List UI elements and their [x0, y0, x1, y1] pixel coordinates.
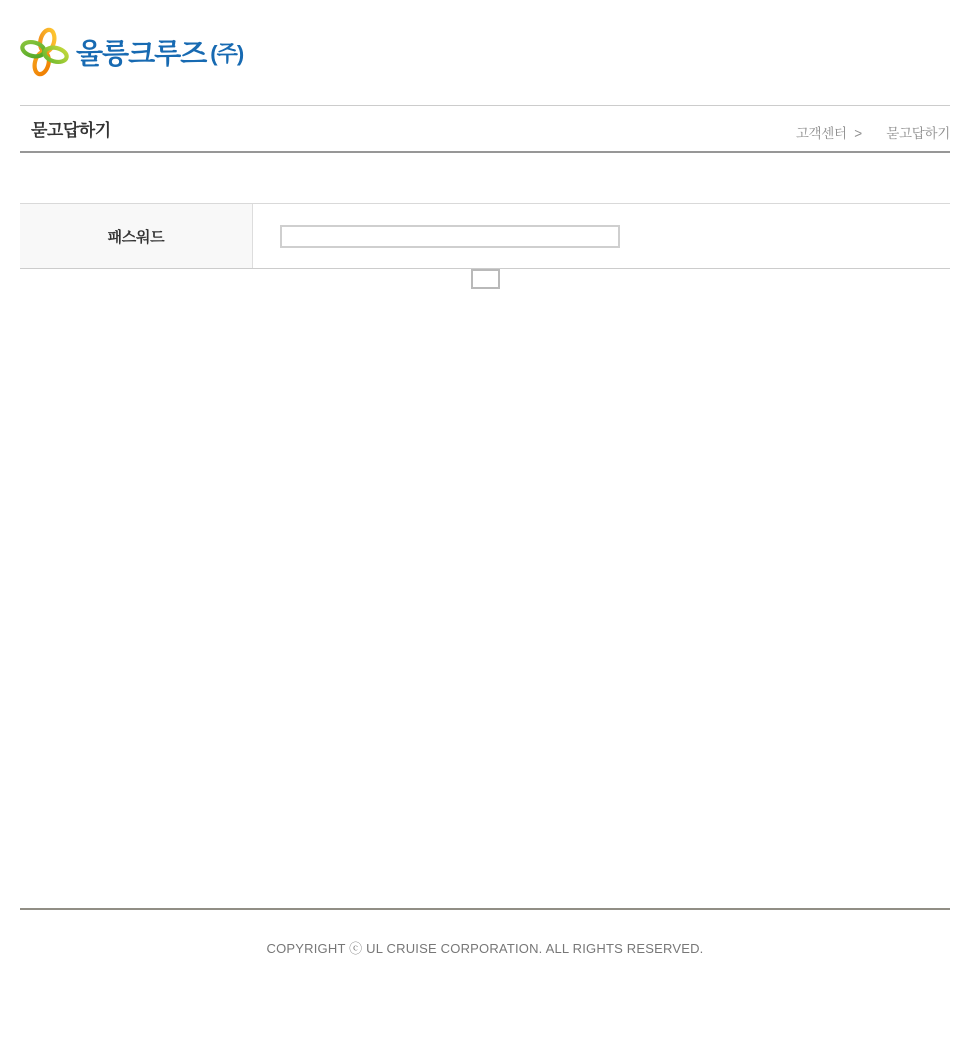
password-input-cell	[253, 204, 950, 268]
breadcrumb-parent[interactable]: 고객센터	[795, 126, 847, 141]
title-bottom-divider	[20, 151, 950, 153]
logo[interactable]	[20, 26, 243, 78]
company-name: 울릉크루즈	[76, 38, 207, 69]
breadcrumb-current: 묻고답하기	[886, 126, 950, 141]
password-label: 패스워드	[20, 204, 253, 268]
breadcrumb-separator-icon: >	[854, 126, 862, 141]
footer-divider	[20, 908, 950, 910]
submit-button[interactable]	[471, 269, 500, 289]
title-top-divider	[20, 105, 950, 106]
copyright-text: COPYRIGHT ⓒ UL CRUISE CORPORATION. ALL RIGHTS RESERVED.	[266, 941, 704, 956]
page-title: 묻고답하기	[31, 121, 111, 140]
company-suffix: (주)	[210, 40, 244, 66]
breadcrumb	[796, 122, 950, 142]
password-form-table	[20, 203, 950, 269]
pinwheel-flower-icon	[20, 27, 69, 77]
password-input[interactable]	[280, 225, 620, 248]
